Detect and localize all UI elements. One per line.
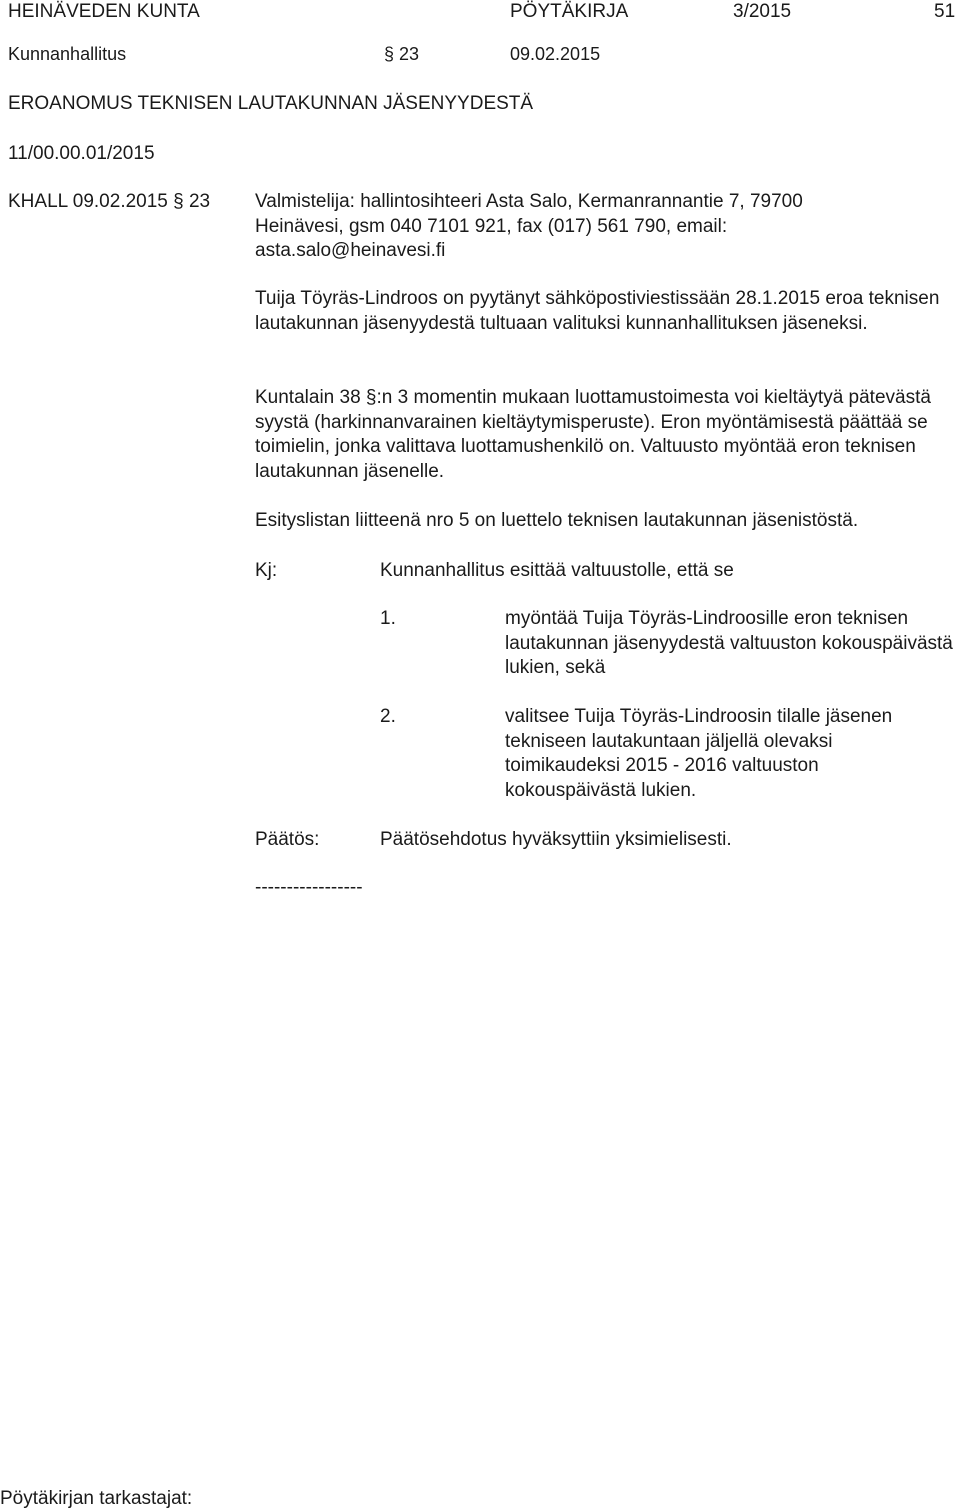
section-number: § 23 <box>384 44 420 64</box>
paragraph-1 <box>255 287 945 336</box>
document-title: EROANOMUS TEKNISEN LAUTAKUNNAN JÄSENYYDESTÄ <box>8 93 534 114</box>
footer-reviewers: Pöytäkirjan tarkastajat: <box>0 1488 193 1509</box>
paragraph-1-text: Tuija Töyräs-Lindroos on pyytänyt sähköpostiviestissään 28.1.2015 eroa teknisen lautakunnan jäsenyydestä tultuaan valituksi kunnanhallituksen jäseneksi. <box>255 288 940 334</box>
case-number: 11/00.00.01/2015 <box>8 143 155 164</box>
proposal-text: Kunnanhallitus esittää valtuustolle, että se <box>380 560 734 581</box>
document-type: PÖYTÄKIRJA <box>510 1 629 22</box>
proposal-item-2-text: valitsee Tuija Töyräs-Lindroosin tilalle jäsenen tekniseen lautakuntaan jäljellä olevaksi toimikaudeksi 2015 - 2016 valtuuston kokouspäivästä lukien. <box>505 706 893 801</box>
municipality-name: HEINÄVEDEN KUNTA <box>8 1 200 22</box>
proposal-item-2 <box>505 705 945 803</box>
proposal-item-1-number: 1. <box>380 608 396 629</box>
paragraph-2-text: Kuntalain 38 §:n 3 momentin mukaan luottamustoimesta voi kieltäytyä pätevästä syystä (harkinnanvarainen kieltäytymisperuste). Eron myöntämisestä päättää se toimielin, jonka valittava luottamushenkilö on. Valtuusto myöntää eron teknisen lautakunnan jäsenelle. <box>255 387 931 482</box>
paragraph-3 <box>255 509 955 534</box>
proposal-item-1-text: myöntää Tuija Töyräs-Lindroosille eron teknisen lautakunnan jäsenyydestä valtuuston kokouspäivästä lukien, sekä <box>505 608 953 678</box>
decision-label: Päätös: <box>255 829 320 850</box>
paragraph-3-text: Esityslistan liitteenä nro 5 on luettelo teknisen lautakunnan jäsenistöstä. <box>255 510 859 531</box>
proposal-item-2-number: 2. <box>380 706 396 727</box>
proposal-item-1 <box>505 607 960 681</box>
meeting-reference: KHALL 09.02.2015 § 23 <box>8 191 211 212</box>
decision-text: Päätösehdotus hyväksyttiin yksimielisesti. <box>380 829 732 850</box>
separator-line: ----------------- <box>255 877 363 898</box>
proposal-label: Kj: <box>255 560 278 581</box>
preparer-text: Valmistelija: hallintosihteeri Asta Salo, Kermanrannantie 7, 79700 Heinävesi, gsm 040 7101 921, fax (017) 561 790, email: asta.salo@heinavesi.fi <box>255 191 803 261</box>
paragraph-2 <box>255 386 945 484</box>
preparer-info <box>255 190 875 264</box>
document-number: 3/2015 <box>733 1 792 22</box>
meeting-date: 09.02.2015 <box>510 44 601 64</box>
meeting-body: Kunnanhallitus <box>8 44 127 64</box>
page-number: 51 <box>934 1 956 22</box>
